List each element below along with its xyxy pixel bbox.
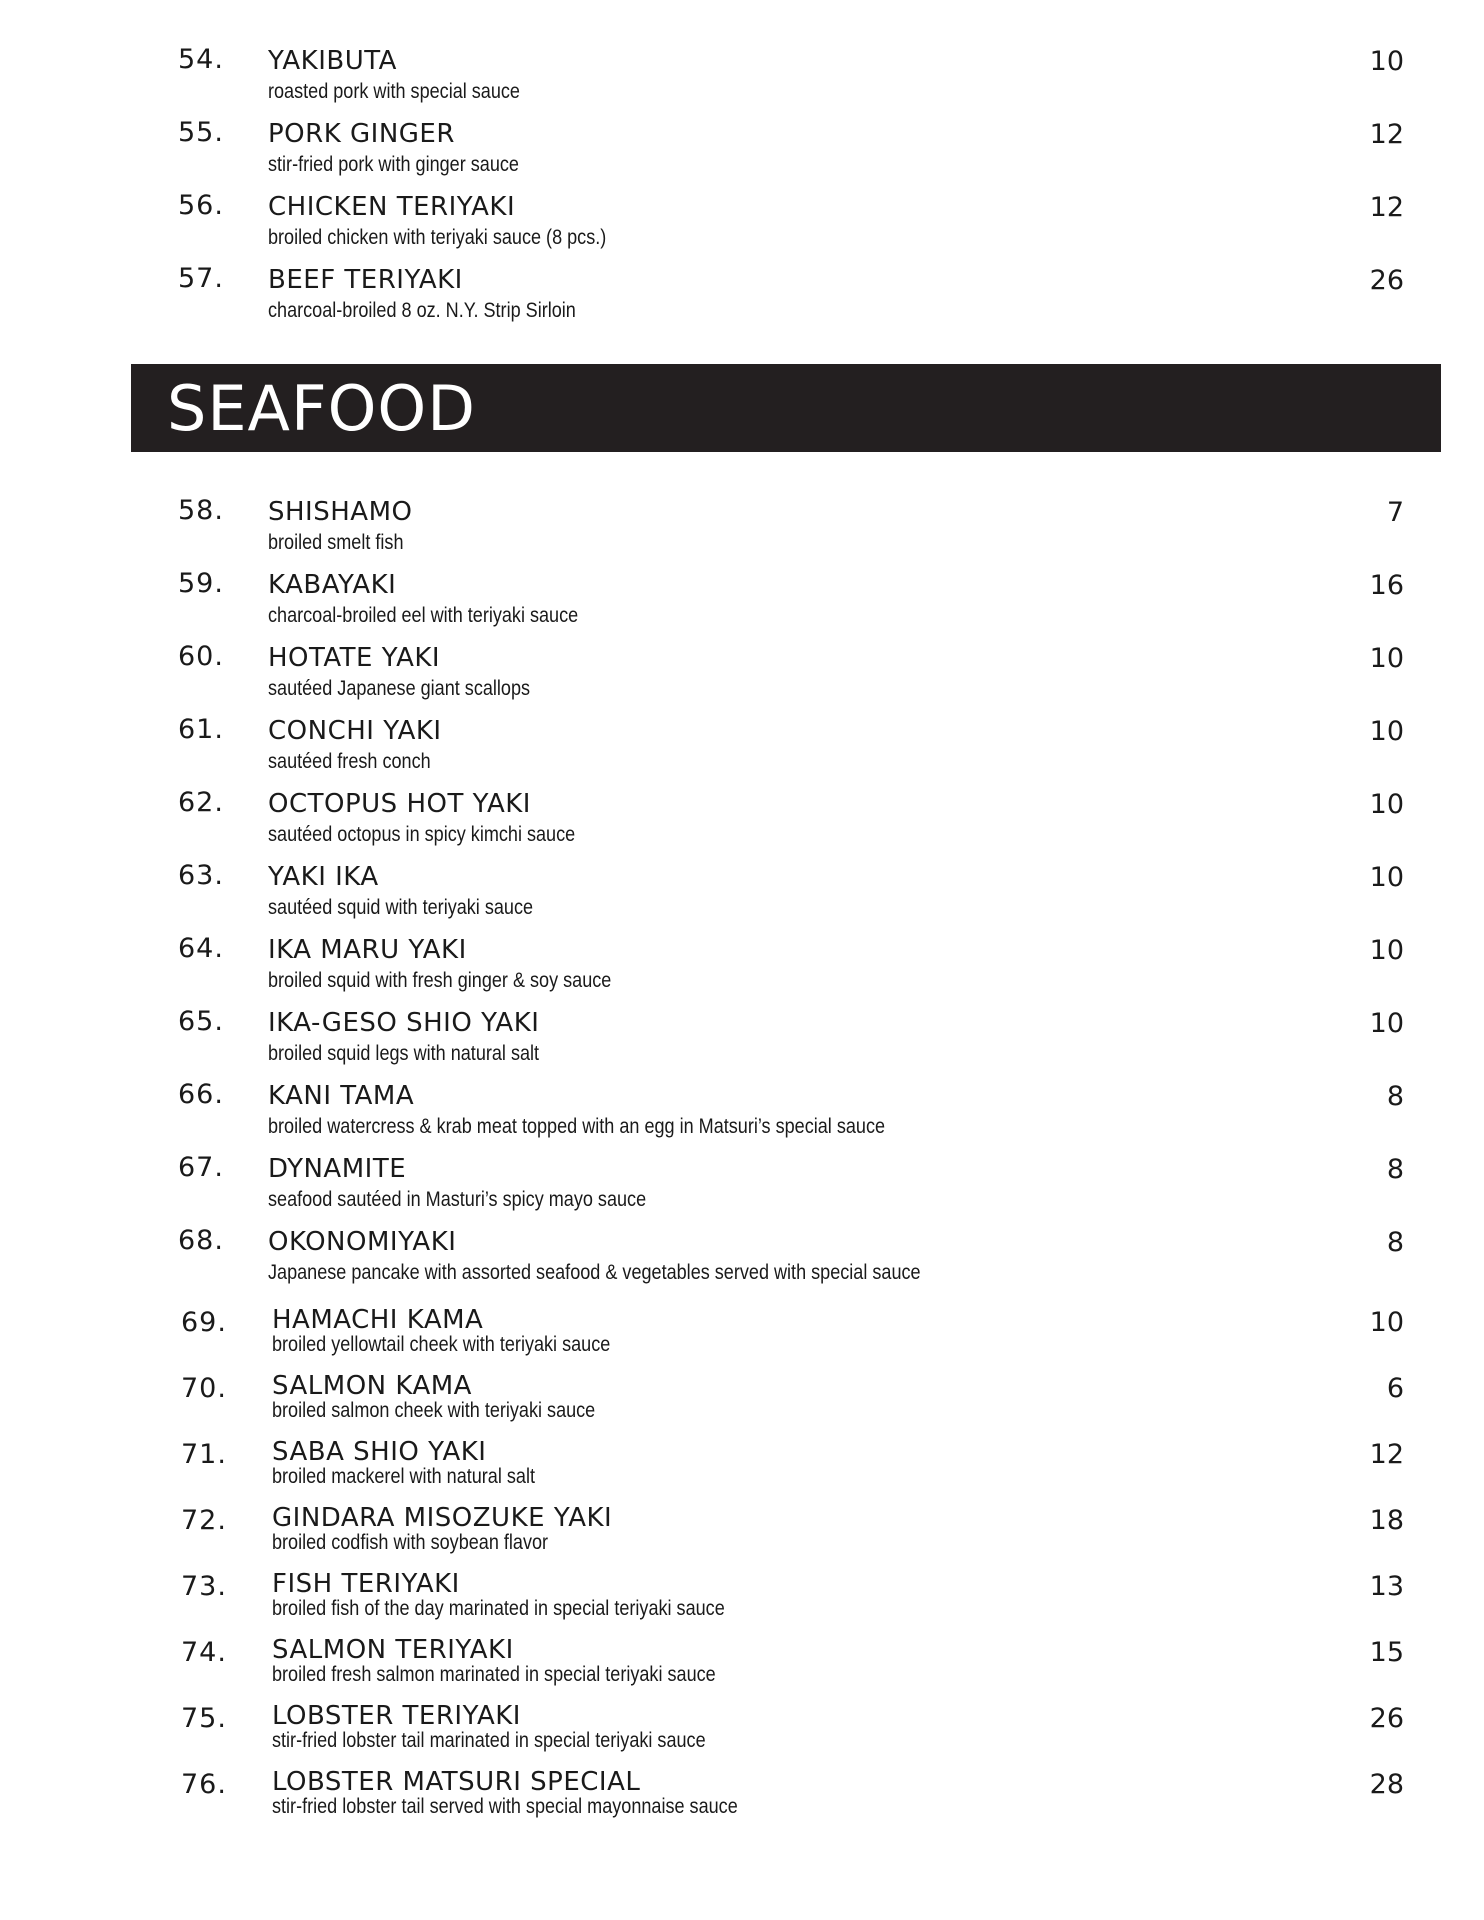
item-name: YAKI IKA <box>268 862 379 892</box>
item-description: broiled smelt fish <box>268 531 404 554</box>
item-name: BEEF TERIYAKI <box>268 265 463 295</box>
item-price: 10 <box>1369 935 1404 966</box>
menu-item <box>0 1701 1484 1771</box>
item-price: 8 <box>1386 1227 1404 1258</box>
menu-item <box>0 1079 1484 1149</box>
menu-item <box>0 1437 1484 1507</box>
item-number: 56. <box>178 190 224 221</box>
menu-item <box>0 787 1484 857</box>
item-name: LOBSTER MATSURI SPECIAL <box>272 1767 641 1797</box>
item-description: stir-fried lobster tail marinated in special teriyaki sauce <box>272 1729 706 1752</box>
item-price: 8 <box>1386 1154 1404 1185</box>
item-description: sautéed squid with teriyaki sauce <box>268 896 534 919</box>
item-description: sautéed fresh conch <box>268 750 431 773</box>
item-description: seafood sautéed in Masturi’s spicy mayo sauce <box>268 1188 647 1211</box>
item-price: 26 <box>1369 1703 1404 1734</box>
item-description: broiled chicken with teriyaki sauce (8 pcs.) <box>268 226 607 249</box>
item-description: sautéed octopus in spicy kimchi sauce <box>268 823 576 846</box>
menu-item <box>0 641 1484 711</box>
item-name: PORK GINGER <box>268 119 455 149</box>
item-price: 16 <box>1369 570 1404 601</box>
menu-item <box>0 714 1484 784</box>
item-description: broiled mackerel with natural salt <box>272 1465 535 1488</box>
item-name: SALMON TERIYAKI <box>272 1635 514 1665</box>
menu-item <box>0 568 1484 638</box>
item-number: 60. <box>178 641 224 672</box>
item-description: charcoal-broiled 8 oz. N.Y. Strip Sirloin <box>268 299 576 322</box>
item-price: 12 <box>1369 1439 1404 1470</box>
item-description: broiled watercress & krab meat topped with an egg in Matsuri’s special sauce <box>268 1115 886 1138</box>
item-name: LOBSTER TERIYAKI <box>272 1701 521 1731</box>
menu-item <box>0 1767 1484 1837</box>
menu-item <box>0 860 1484 930</box>
item-description: roasted pork with special sauce <box>268 80 520 103</box>
menu-item <box>0 263 1484 333</box>
item-number: 67. <box>178 1152 224 1183</box>
item-number: 65. <box>178 1006 224 1037</box>
item-description: broiled codfish with soybean flavor <box>272 1531 549 1554</box>
menu-item <box>0 190 1484 260</box>
item-description: stir-fried pork with ginger sauce <box>268 153 519 176</box>
item-number: 73. <box>181 1571 227 1602</box>
item-name: YAKIBUTA <box>268 46 397 76</box>
item-description: Japanese pancake with assorted seafood & vegetables served with special sauce <box>268 1261 921 1284</box>
item-number: 58. <box>178 495 224 526</box>
item-name: IKA-GESO SHIO YAKI <box>268 1008 540 1038</box>
menu-item <box>0 1371 1484 1441</box>
item-number: 62. <box>178 787 224 818</box>
item-price: 10 <box>1369 46 1404 77</box>
item-price: 10 <box>1369 643 1404 674</box>
item-name: OCTOPUS HOT YAKI <box>268 789 531 819</box>
item-price: 26 <box>1369 265 1404 296</box>
item-name: HOTATE YAKI <box>268 643 441 673</box>
menu-item <box>0 1635 1484 1705</box>
item-name: KABAYAKI <box>268 570 397 600</box>
menu-item <box>0 1503 1484 1573</box>
menu-item <box>0 1305 1484 1375</box>
item-number: 74. <box>181 1637 227 1668</box>
item-number: 64. <box>178 933 224 964</box>
menu-item <box>0 933 1484 1003</box>
item-name: IKA MARU YAKI <box>268 935 467 965</box>
item-description: broiled fresh salmon marinated in special teriyaki sauce <box>272 1663 716 1686</box>
item-number: 66. <box>178 1079 224 1110</box>
item-number: 55. <box>178 117 224 148</box>
item-description: sautéed Japanese giant scallops <box>268 677 531 700</box>
item-price: 12 <box>1369 119 1404 150</box>
item-name: GINDARA MISOZUKE YAKI <box>272 1503 613 1533</box>
item-description: broiled squid with fresh ginger & soy sauce <box>268 969 612 992</box>
item-price: 12 <box>1369 192 1404 223</box>
menu-item <box>0 1225 1484 1295</box>
item-number: 72. <box>181 1505 227 1536</box>
item-name: KANI TAMA <box>268 1081 415 1111</box>
item-price: 10 <box>1369 862 1404 893</box>
item-number: 70. <box>181 1373 227 1404</box>
menu-item <box>0 117 1484 187</box>
item-number: 75. <box>181 1703 227 1734</box>
item-description: stir-fried lobster tail served with special mayonnaise sauce <box>272 1795 738 1818</box>
item-description: broiled yellowtail cheek with teriyaki sauce <box>272 1333 611 1356</box>
item-price: 10 <box>1369 716 1404 747</box>
item-description: broiled fish of the day marinated in special teriyaki sauce <box>272 1597 725 1620</box>
item-name: DYNAMITE <box>268 1154 407 1184</box>
item-price: 13 <box>1369 1571 1404 1602</box>
item-number: 54. <box>178 44 224 75</box>
menu-item <box>0 44 1484 114</box>
item-number: 76. <box>181 1769 227 1800</box>
item-price: 28 <box>1369 1769 1404 1800</box>
item-price: 6 <box>1386 1373 1404 1404</box>
section-header-seafood <box>131 364 1441 452</box>
item-price: 7 <box>1386 497 1404 528</box>
item-description: charcoal-broiled eel with teriyaki sauce <box>268 604 579 627</box>
item-price: 10 <box>1369 789 1404 820</box>
item-number: 61. <box>178 714 224 745</box>
item-name: HAMACHI KAMA <box>272 1305 484 1335</box>
item-name: SALMON KAMA <box>272 1371 472 1401</box>
item-description: broiled salmon cheek with teriyaki sauce <box>272 1399 596 1422</box>
item-price: 8 <box>1386 1081 1404 1112</box>
menu-item <box>0 495 1484 565</box>
section-title: SEAFOOD <box>167 372 476 445</box>
item-number: 71. <box>181 1439 227 1470</box>
item-name: CONCHI YAKI <box>268 716 442 746</box>
menu-item <box>0 1006 1484 1076</box>
item-number: 68. <box>178 1225 224 1256</box>
item-name: SHISHAMO <box>268 497 413 527</box>
item-name: FISH TERIYAKI <box>272 1569 460 1599</box>
item-price: 10 <box>1369 1307 1404 1338</box>
item-name: CHICKEN TERIYAKI <box>268 192 516 222</box>
item-number: 69. <box>181 1307 227 1338</box>
item-price: 15 <box>1369 1637 1404 1668</box>
item-name: SABA SHIO YAKI <box>272 1437 487 1467</box>
item-price: 10 <box>1369 1008 1404 1039</box>
item-description: broiled squid legs with natural salt <box>268 1042 540 1065</box>
item-price: 18 <box>1369 1505 1404 1536</box>
item-number: 57. <box>178 263 224 294</box>
menu-item <box>0 1569 1484 1639</box>
item-number: 63. <box>178 860 224 891</box>
item-number: 59. <box>178 568 224 599</box>
item-name: OKONOMIYAKI <box>268 1227 457 1257</box>
menu-item <box>0 1152 1484 1222</box>
